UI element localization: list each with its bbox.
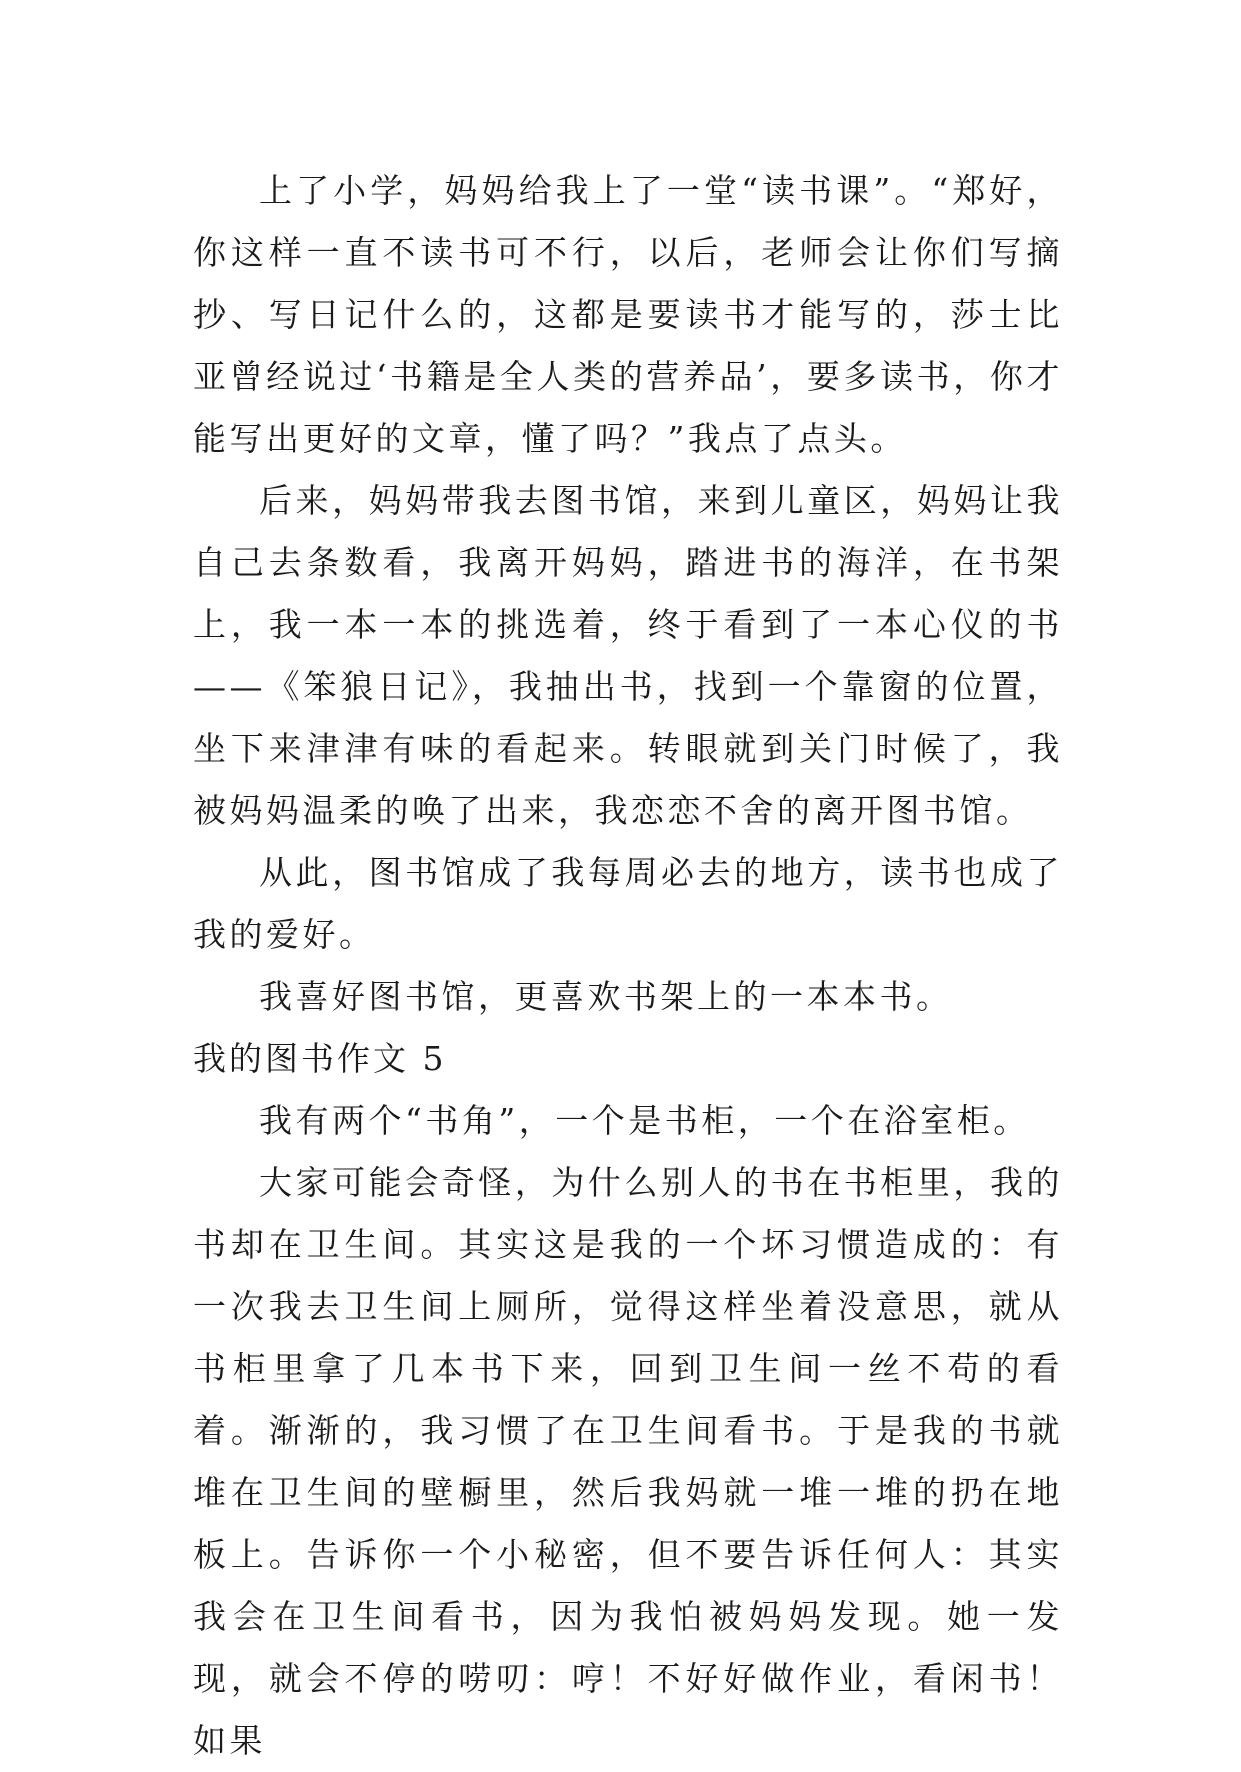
paragraph-love-books: 我喜好图书馆，更喜欢书架上的一本本书。 (259, 977, 953, 1016)
paragraph-weekly-library: 从此，图书馆成了我每周必去的地方，读书也成了我的爱好。 (193, 853, 1063, 954)
document-body (193, 160, 1063, 1772)
paragraph-bathroom-reading: 大家可能会奇怪，为什么别人的书在书柜里，我的书却在卫生间。其实这是我的一个坏习惯造成的：有一次我去卫生间上厕所，觉得这样坐着没意思，就从书柜里拿了几本书下来，回到卫生间一丝不苟的看着。渐渐的，我习惯了在卫生间看书。于是我的书就堆在卫生间的壁橱里，然后我妈就一堆一堆的扔在地板上。告诉你一个小秘密，但不要告诉任何人：其实我会在卫生间看书，因为我怕被妈妈发现。她一发现，就会不停的唠叨：哼！不好好做作业，看闲书！如果 (193, 1163, 1063, 1760)
paragraph-reading-lesson: 上了小学，妈妈给我上了一堂“读书课”。“郑好，你这样一直不读书可不行，以后，老师会让你们写摘抄、写日记什么的，这都是要读书才能写的，莎士比亚曾经说过‘书籍是全人类的营养品’，要多读书，你才能写出更好的文章，懂了吗？”我点了点头。 (193, 171, 1063, 458)
paragraph-two-book-corners: 我有两个“书角”，一个是书柜，一个在浴室柜。 (259, 1101, 1030, 1140)
section-title: 我的图书作文 5 (193, 1039, 447, 1078)
paragraph-library-visit: 后来，妈妈带我去图书馆，来到儿童区，妈妈让我自己去条数看，我离开妈妈，踏进书的海洋，在书架上，我一本一本的挑选着，终于看到了一本心仪的书——《笨狼日记》，我抽出书，找到一个靠窗的位置，坐下来津津有味的看起来。转眼就到关门时候了，我被妈妈温柔的唤了出来，我恋恋不舍的离开图书馆。 (193, 481, 1063, 830)
